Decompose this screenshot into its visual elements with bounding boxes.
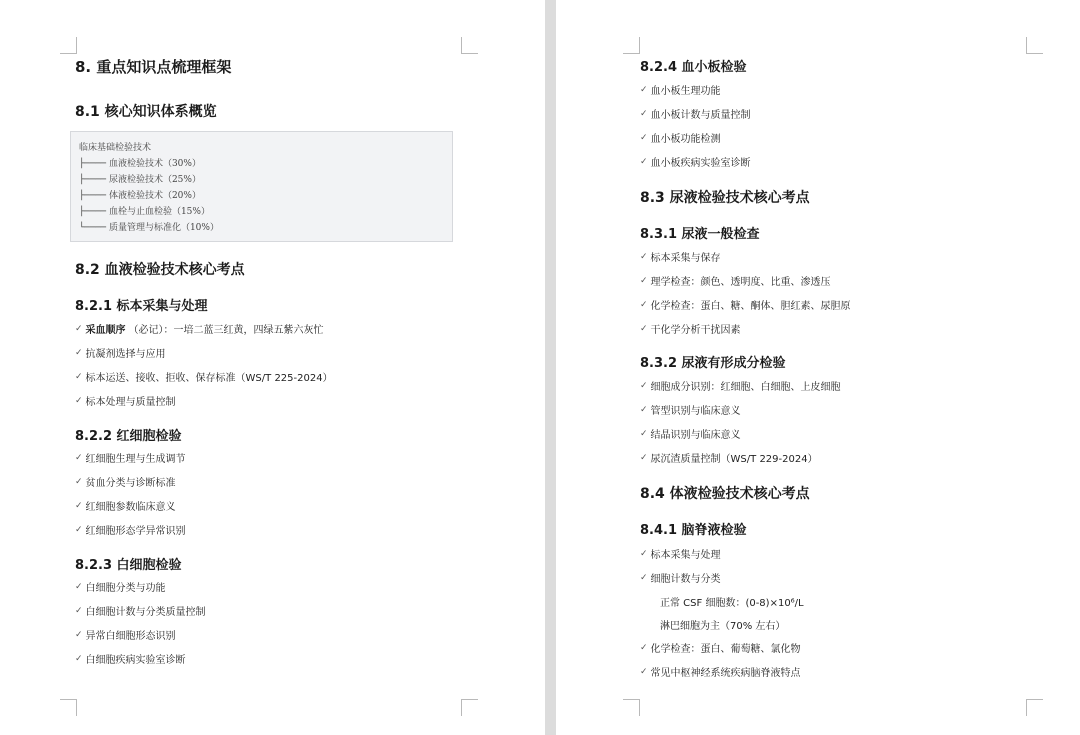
list-item-text: 标本处理与质量控制 [85,397,176,408]
corner-mark [461,699,478,716]
check-icon: ✓ [640,642,648,653]
heading-8-2-4: 8.2.4 血小板检验 [640,60,747,75]
list-item-text: 化学检查：蛋白、糖、酮体、胆红素、尿胆原 [650,301,851,312]
list-item-text: 异常白细胞形态识别 [85,631,176,642]
list-item-text: 红细胞形态学异常识别 [85,526,186,537]
list-item [640,378,841,393]
check-icon: ✓ [75,347,83,358]
list-item-text: 常见中枢神经系统疾病脑脊液特点 [650,668,801,679]
section-title: 8. 重点知识点梳理框架 [75,58,232,76]
list-item [75,651,186,666]
list-item [75,321,324,336]
check-icon: ✓ [75,323,83,334]
list-item-text: （必记）：一培二蓝三红黄，四绿五紫六灰忙 [128,325,324,336]
list-item [640,546,721,561]
corner-mark [623,37,640,54]
corner-mark [60,699,77,716]
list-item-text: 细胞计数与分类 [650,574,721,585]
list-item-text: 尿沉渣质量控制（WS/T 229-2024） [650,454,818,465]
tree-line: └──── 质量管理与标准化（10%） [79,223,219,233]
list-item-text: 细胞成分识别：红细胞、白细胞、上皮细胞 [650,382,841,393]
check-icon: ✓ [640,84,648,95]
heading-8-2-3: 8.2.3 白细胞检验 [75,558,182,573]
check-icon: ✓ [75,581,83,592]
list-item-text: 白细胞分类与功能 [85,583,166,594]
check-icon: ✓ [640,251,648,262]
list-item [75,522,186,537]
list-item-text: 结晶识别与临床意义 [650,430,741,441]
check-icon: ✓ [75,605,83,616]
check-icon: ✓ [640,323,648,334]
list-item [640,273,831,288]
list-item [75,369,333,384]
list-item [640,570,721,585]
check-icon: ✓ [640,108,648,119]
list-item [75,627,176,642]
check-icon: ✓ [75,395,83,406]
heading-8-3-1: 8.3.1 尿液一般检查 [640,227,760,242]
check-icon: ✓ [640,380,648,391]
corner-mark [1026,37,1043,54]
check-icon: ✓ [640,452,648,463]
corner-mark [60,37,77,54]
check-icon: ✓ [640,572,648,583]
check-icon: ✓ [640,666,648,677]
list-item [640,130,721,145]
list-item-text: 血小板功能检测 [650,134,721,145]
heading-8-1: 8.1 核心知识体系概览 [75,104,217,120]
list-item [75,393,176,408]
list-item [640,249,721,264]
list-item-text: 理学检查：颜色、透明度、比重、渗透压 [650,277,831,288]
list-item-text: 干化学分析干扰因素 [650,325,741,336]
sub-item: 正常 CSF 细胞数：(0-8)×10⁶/L [660,598,804,609]
list-item-bold: 采血顺序 [85,325,126,336]
list-item-text: 标本采集与处理 [650,550,721,561]
list-item [640,297,851,312]
list-item [640,450,818,465]
list-item [640,664,801,679]
check-icon: ✓ [640,299,648,310]
check-icon: ✓ [75,653,83,664]
check-icon: ✓ [75,452,83,463]
tree-line: ├──── 血栓与止血检验（15%） [79,207,210,217]
list-item-text: 标本运送、接收、拒收、保存标准（WS/T 225-2024） [85,373,333,384]
check-icon: ✓ [75,476,83,487]
list-item [75,579,166,594]
heading-8-2: 8.2 血液检验技术核心考点 [75,262,245,278]
list-item-text: 红细胞生理与生成调节 [85,454,186,465]
list-item-text: 血小板疾病实验室诊断 [650,158,751,169]
list-item-text: 红细胞参数临床意义 [85,502,176,513]
check-icon: ✓ [75,371,83,382]
corner-mark [461,37,478,54]
list-item-text: 血小板计数与质量控制 [650,110,751,121]
check-icon: ✓ [640,156,648,167]
check-icon: ✓ [640,428,648,439]
heading-8-2-1: 8.2.1 标本采集与处理 [75,299,208,314]
sub-item: 淋巴细胞为主（70% 左右） [660,621,786,632]
check-icon: ✓ [75,500,83,511]
check-icon: ✓ [640,404,648,415]
heading-8-4-1: 8.4.1 脑脊液检验 [640,523,747,538]
list-item-text: 抗凝剂选择与应用 [85,349,166,360]
list-item-text: 血小板生理功能 [650,86,721,97]
list-item [75,498,176,513]
heading-8-4: 8.4 体液检验技术核心考点 [640,486,810,502]
list-item [640,640,801,655]
list-item [640,106,751,121]
list-item-text: 标本采集与保存 [650,253,721,264]
page-gutter [545,0,556,735]
check-icon: ✓ [75,629,83,640]
tree-line: ├──── 血液检验技术（30%） [79,159,201,169]
document-page-right [556,0,1080,735]
heading-8-3: 8.3 尿液检验技术核心考点 [640,190,810,206]
list-item [640,154,751,169]
check-icon: ✓ [640,275,648,286]
check-icon: ✓ [640,132,648,143]
tree-line: ├──── 尿液检验技术（25%） [79,175,201,185]
heading-8-2-2: 8.2.2 红细胞检验 [75,429,182,444]
list-item [640,82,721,97]
list-item-text: 白细胞计数与分类质量控制 [85,607,206,618]
check-icon: ✓ [640,548,648,559]
list-item-text: 贫血分类与诊断标准 [85,478,176,489]
tree-line: ├──── 体液检验技术（20%） [79,191,201,201]
list-item [75,450,186,465]
list-item [640,402,741,417]
corner-mark [1026,699,1043,716]
tree-line: 临床基础检验技术 [79,143,152,153]
list-item-text: 化学检查：蛋白、葡萄糖、氯化物 [650,644,801,655]
corner-mark [623,699,640,716]
list-item [640,426,741,441]
list-item-text: 管型识别与临床意义 [650,406,741,417]
check-icon: ✓ [75,524,83,535]
list-item [640,321,741,336]
list-item [75,474,176,489]
list-item-text: 白细胞疾病实验室诊断 [85,655,186,666]
knowledge-tree-box [70,131,453,242]
list-item [75,345,166,360]
list-item [75,603,206,618]
heading-8-3-2: 8.3.2 尿液有形成分检验 [640,356,786,371]
